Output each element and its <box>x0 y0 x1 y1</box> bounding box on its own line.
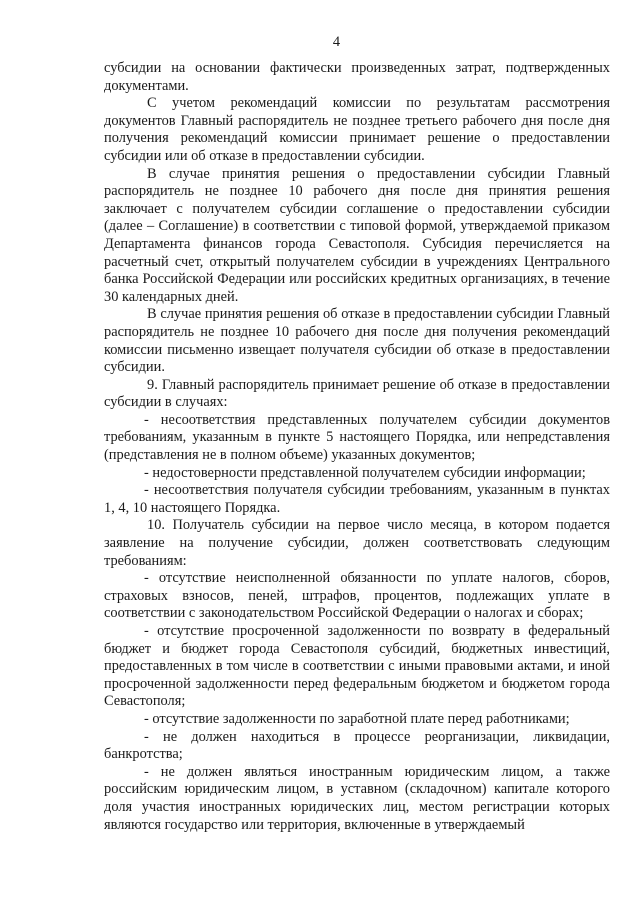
paragraph: В случае принятия решения о предоставлении субсидии Главный распорядитель не позднее 10 рабочего дня после дня принятия решения заключает с получателем субсидии соглашение о предоставлении субсидии (далее – Соглашение) в соответствии с типовой формой, утверждаемой приказом Департамента финансов города Севастополя. Субсидия перечисляется на расчетный счет, открытый получателем субсидии в учреждениях Центрального банка Российской Федерации или российских кредитных организациях, в течение 30 календарных дней. <box>104 165 610 305</box>
paragraph: - несоответствия получателя субсидии требованиям, указанным в пунктах 1, 4, 10 настоящего Порядка. <box>104 482 610 516</box>
paragraph: - недостоверности представленной получателем субсидии информации; <box>144 464 586 481</box>
paragraph: - отсутствие задолженности по заработной плате перед работниками; <box>144 710 570 727</box>
document-body <box>104 60 610 834</box>
paragraph: - не должен являться иностранным юридическим лицом, а также российским юридическим лицом, в уставном (складочном) капитале которого доля участия иностранных юридических лиц, местом регистрации которых являются государство или территория, включенные в утверждаемый <box>104 763 610 833</box>
paragraph: субсидии на основании фактически произведенных затрат, подтвержденных документами. <box>104 60 610 94</box>
paragraph: - несоответствия представленных получателем субсидии документов требованиям, указанным в пункте 5 настоящего Порядка, или непредставления (представления не в полном объеме) указанных документов; <box>104 411 610 464</box>
paragraph: - отсутствие неисполненной обязанности по уплате налогов, сборов, страховых взносов, пеней, штрафов, процентов, подлежащих уплате в соответствии с законодательством Российской Федерации о налогах и сборах; <box>104 570 610 622</box>
paragraph: С учетом рекомендаций комиссии по результатам рассмотрения документов Главный распорядитель не позднее третьего рабочего дня после дня получения рекомендаций комиссии принимает решение о предоставлении субсидии или об отказе в предоставлении субсидии. <box>104 95 610 164</box>
paragraph: В случае принятия решения об отказе в предоставлении субсидии Главный распорядитель не позднее 10 рабочего дня после дня получения рекомендаций комиссии письменно извещает получателя субсидии об отказе в предоставлении субсидии. <box>104 306 610 376</box>
page-number: 4 <box>332 34 341 50</box>
paragraph: 10. Получатель субсидии на первое число месяца, в котором подается заявление на получение субсидии, должен соответствовать следующим требованиям: <box>104 517 610 569</box>
paragraph: - отсутствие просроченной задолженности по возврату в федеральный бюджет и бюджет города Севастополя субсидий, бюджетных инвестиций, предоставленных в том числе в соответствии с иными правовыми актами, и иной просроченной задолженности перед федеральным бюджетом и бюджетом города Севастополя; <box>104 623 610 710</box>
paragraph: 9. Главный распорядитель принимает решение об отказе в предоставлении субсидии в случаях: <box>104 376 610 411</box>
paragraph: - не должен находиться в процессе реорганизации, ликвидации, банкротства; <box>104 728 610 763</box>
